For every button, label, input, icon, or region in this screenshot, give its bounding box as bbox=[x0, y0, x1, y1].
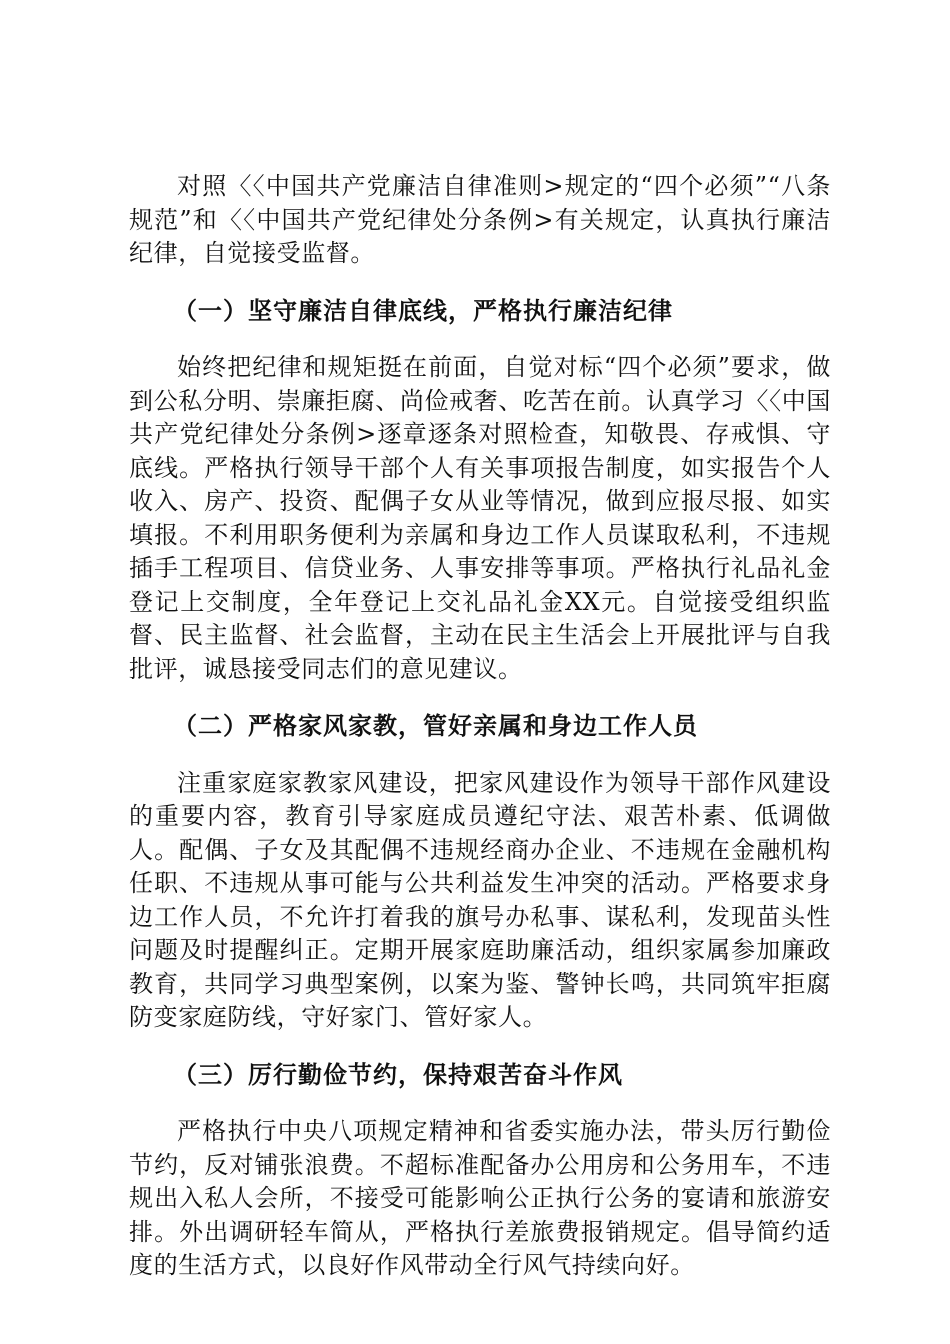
intro-paragraph: 对照〈〈中国共产党廉洁自律准则>规定的“四个必须”“八条规范”和〈〈中国共产党纪律处分条例>有关规定，认真执行廉洁纪律，自觉接受监督。 bbox=[129, 172, 831, 267]
spacer bbox=[129, 1035, 831, 1058]
section-1-paragraph: 始终把纪律和规矩挺在前面，自觉对标“四个必须”要求，做到公私分明、崇廉拒腐、尚俭戒奢、吃苦在前。认真学习〈〈中国共产党纪律处分条例>逐章逐条对照检查，知敬畏、存戒惧、守底线。严格执行领导干部个人有关事项报告制度，如实报告个人收入、房产、投资、配偶子女从业等情况，做到应报尽报、如实填报。不利用职务便利为亲属和身边工作人员谋取私利，不违规插手工程项目、信贷业务、人事安排等事项。严格执行礼品礼金登记上交制度，全年登记上交礼品礼金XX元。自觉接受组织监督、民主监督、社会监督，主动在民主生活会上开展批评与自我批评，诚恳接受同志们的意见建议。 bbox=[129, 353, 831, 683]
section-2-paragraph: 注重家庭家教家风建设，把家风建设作为领导干部作风建设的重要内容，教育引导家庭成员遵纪守法、艰苦朴素、低调做人。配偶、子女及其配偶不违规经商办企业、不违规在金融机构任职、不违规从事可能与公共利益发生冲突的活动。严格要求身边工作人员，不允许打着我的旗号办私事、谋私利，发现苗头性问题及时提醒纠正。定期开展家庭助廉活动，组织家属参加廉政教育，共同学习典型案例，以案为鉴、警钟长鸣，共同筑牢拒腐防变家庭防线，守好家门、管好家人。 bbox=[129, 768, 831, 1031]
spacer bbox=[129, 743, 831, 767]
section-1-heading: （一）坚守廉洁自律底线，严格执行廉洁纪律 bbox=[173, 295, 673, 325]
spacer bbox=[129, 1091, 831, 1115]
section-2-heading: （二）严格家风家教，管好亲属和身边工作人员 bbox=[173, 711, 698, 740]
section-3-paragraph: 严格执行中央八项规定精神和省委实施办法，带头厉行勤俭节约，反对铺张浪费。不超标准配备办公用房和公务用车，不违规出入私人会所，不接受可能影响公正执行公务的宴请和旅游安排。外出调研轻车简从，严格执行差旅费报销规定。倡导简约适度的生活方式，以良好作风带动全行风气持续向好。 bbox=[129, 1117, 831, 1279]
spacer bbox=[129, 271, 831, 294]
section-3-heading: （三）厉行勤俭节约，保持艰苦奋斗作风 bbox=[173, 1059, 623, 1089]
document-body bbox=[129, 170, 831, 1283]
spacer bbox=[129, 686, 831, 709]
spacer bbox=[129, 327, 831, 351]
